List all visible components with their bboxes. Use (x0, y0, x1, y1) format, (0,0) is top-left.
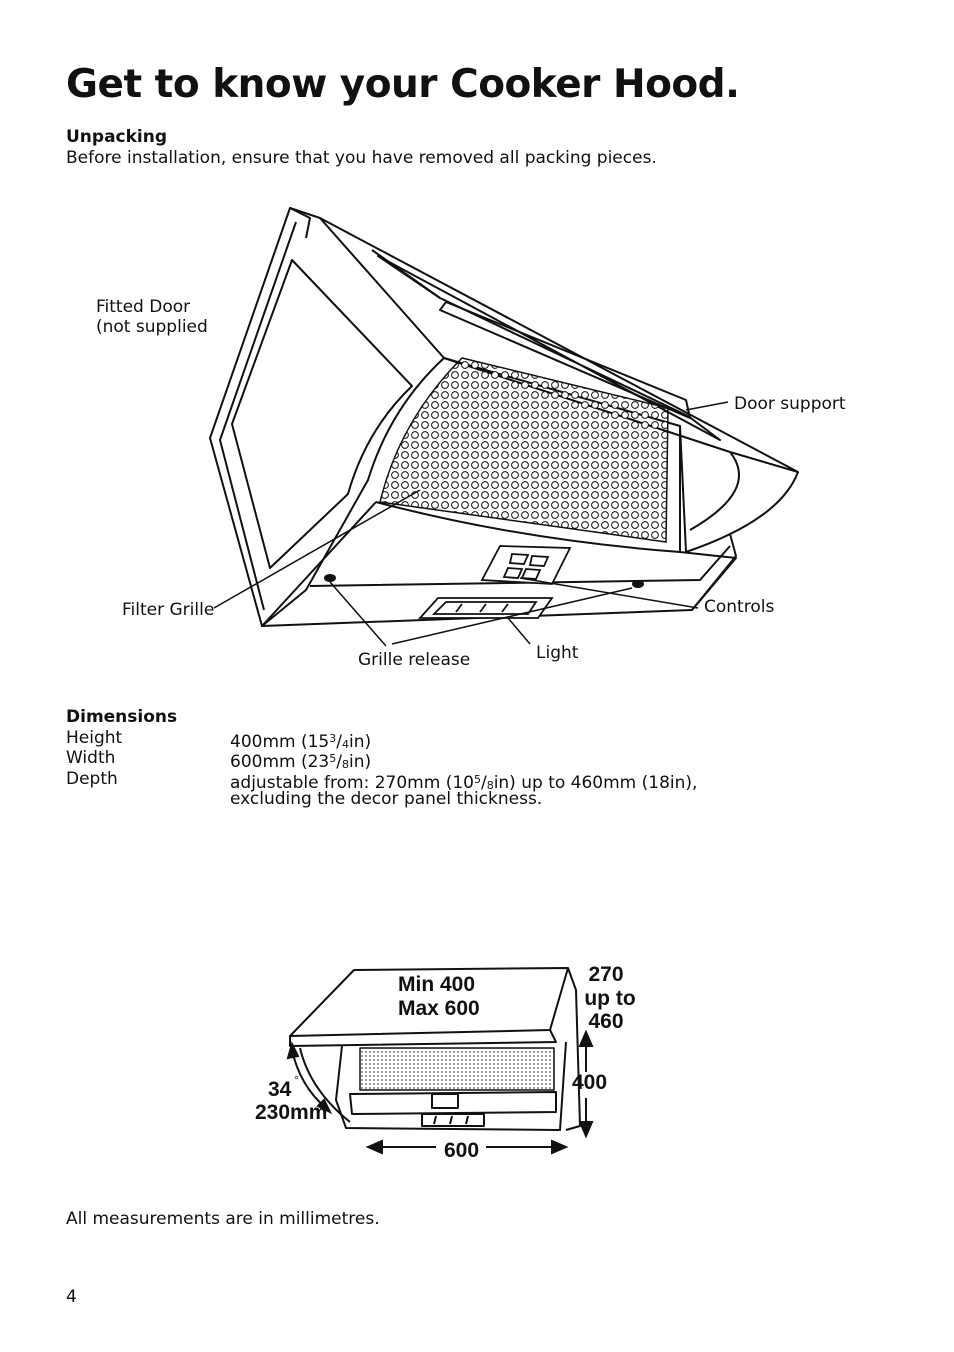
dim-max: Max 600 (398, 997, 480, 1020)
dimension-figure (0, 950, 954, 1190)
dim-depth-bottom: 460 (588, 1010, 624, 1033)
dimension-value: 400mm $(15^3/_4in)$ (230, 732, 372, 752)
label-fitted-door-line2: (not supplied (96, 317, 208, 337)
dim-angle-unit: ° (294, 1073, 299, 1087)
label-filter-grille: Filter Grille (122, 600, 215, 620)
label-controls: Controls (704, 597, 775, 617)
dimension-value: 600mm $(23^5/_8in)$ (230, 752, 372, 772)
dim-depth-top: 270 (588, 963, 624, 986)
cooker-hood-illustration (0, 190, 954, 710)
dimension-key: Height (66, 728, 123, 748)
dim-min: Min 400 (398, 973, 476, 996)
dimensions-heading: Dimensions (66, 707, 178, 727)
dim-width: 600 (444, 1139, 480, 1162)
dimension-key: Depth (66, 769, 118, 789)
page-title: Get to know your Cooker Hood. (66, 62, 740, 107)
unpacking-heading: Unpacking (66, 127, 168, 147)
footer-note: All measurements are in millimetres. (66, 1209, 380, 1229)
label-door-support: Door support (734, 394, 846, 414)
unpacking-text: Before installation, ensure that you have removed all packing pieces. (66, 148, 657, 168)
dim-angle: 34 (268, 1078, 292, 1101)
dimension-depth-note: excluding the decor panel thickness. (230, 789, 543, 809)
dim-door-drop: 230mm (255, 1101, 328, 1124)
dimension-value: adjustable from: 270mm $(10^5/_8in)$ up to 460mm (18in), (230, 773, 698, 793)
label-light: Light (536, 643, 579, 663)
label-grille-release: Grille release (358, 650, 471, 670)
label-fitted-door-line1: Fitted Door (96, 297, 191, 317)
page-number: 4 (66, 1287, 77, 1307)
dim-height: 400 (572, 1071, 608, 1094)
dimension-key: Width (66, 748, 116, 768)
dim-depth-mid: up to (584, 987, 636, 1010)
